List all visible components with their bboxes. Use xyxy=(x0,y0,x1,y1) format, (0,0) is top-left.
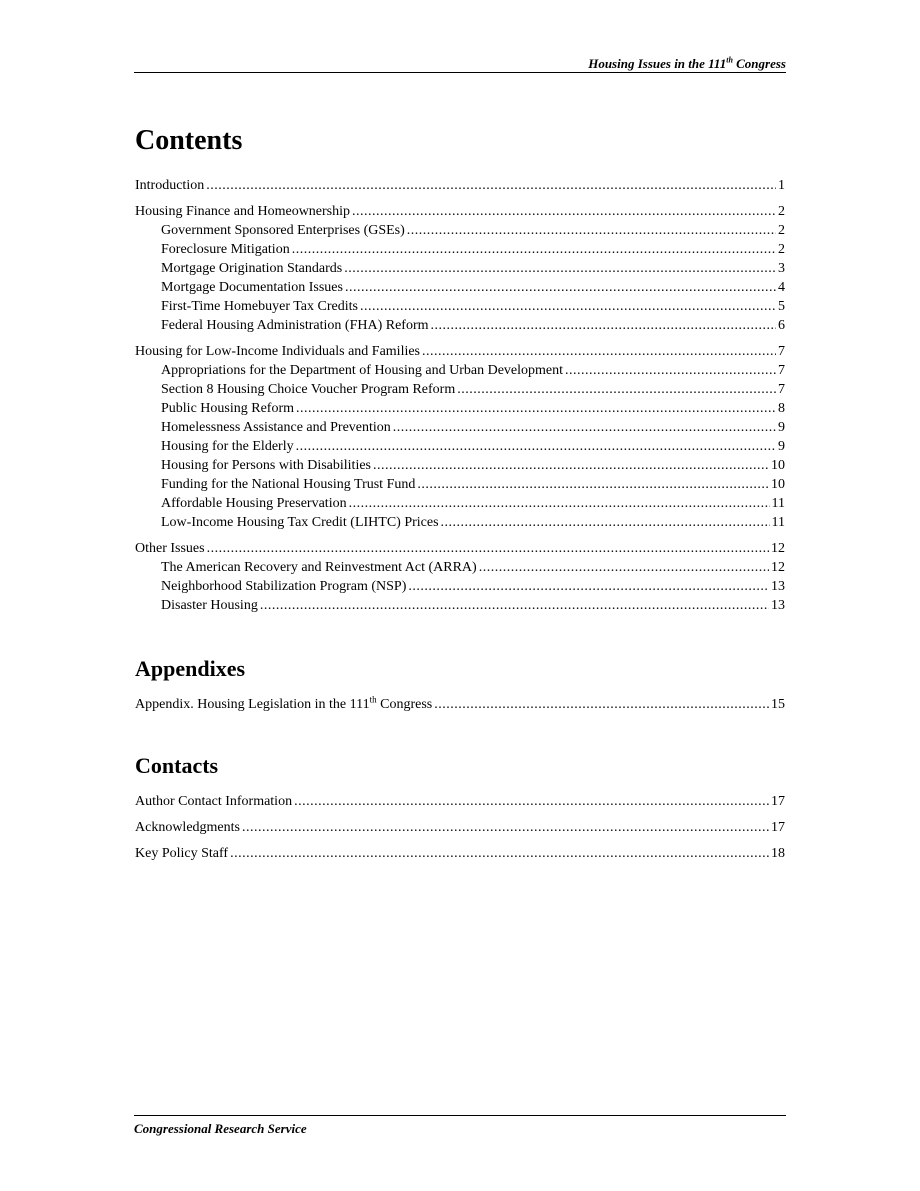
toc-entry-housing-preservation[interactable]: Affordable Housing Preservation ..... 11 xyxy=(135,494,785,513)
footer-text: Congressional Research Service xyxy=(134,1121,307,1136)
contents-heading: Contents xyxy=(135,125,243,156)
toc-entry-foreclosure-mitigation[interactable]: Foreclosure Mitigation ..... 2 xyxy=(135,240,785,259)
running-footer xyxy=(134,1115,786,1137)
toc-entry-introduction[interactable]: Introduction ..... 1 xyxy=(135,176,785,195)
toc-entry-low-income-housing[interactable]: Housing for Low-Income Individuals and Families ..... 7 xyxy=(135,342,785,361)
contacts-heading: Contacts xyxy=(135,753,219,778)
running-header-title: Housing Issues in the 111th Congress xyxy=(588,55,786,71)
toc-entry-housing-finance[interactable]: Housing Finance and Homeownership ..... 2 xyxy=(135,202,785,221)
toc-entry-homebuyer-tax-credits[interactable]: First-Time Homebuyer Tax Credits ..... 5 xyxy=(135,297,785,316)
table-of-contents xyxy=(135,118,785,863)
toc-entry-mortgage-documentation[interactable]: Mortgage Documentation Issues ..... 4 xyxy=(135,278,785,297)
toc-entry-section8-reform[interactable]: Section 8 Housing Choice Voucher Program Reform ..... 7 xyxy=(135,380,785,399)
toc-entry-mortgage-origination[interactable]: Mortgage Origination Standards ..... 3 xyxy=(135,259,785,278)
toc-entry-public-housing-reform[interactable]: Public Housing Reform ..... 8 xyxy=(135,399,785,418)
toc-entry-arra[interactable]: The American Recovery and Reinvestment Act (ARRA) ..... 12 xyxy=(135,558,785,577)
appendixes-heading: Appendixes xyxy=(135,656,246,681)
toc-entry-fha-reform[interactable]: Federal Housing Administration (FHA) Reform ..... 6 xyxy=(135,316,785,335)
toc-entry-gses[interactable]: Government Sponsored Enterprises (GSEs) ..... 2 xyxy=(135,221,785,240)
toc-entry-key-policy-staff[interactable]: Key Policy Staff ..... 18 xyxy=(135,844,785,863)
toc-entry-hud-appropriations[interactable]: Appropriations for the Department of Housing and Urban Development ..... 7 xyxy=(135,361,785,380)
toc-entry-housing-trust-fund[interactable]: Funding for the National Housing Trust Fund ..... 10 xyxy=(135,475,785,494)
toc-entry-acknowledgments[interactable]: Acknowledgments ..... 17 xyxy=(135,818,785,837)
toc-entry-lihtc-prices[interactable]: Low-Income Housing Tax Credit (LIHTC) Prices ..... 11 xyxy=(135,513,785,532)
toc-entry-disabilities-housing[interactable]: Housing for Persons with Disabilities ..... 10 xyxy=(135,456,785,475)
toc-entry-elderly-housing[interactable]: Housing for the Elderly ..... 9 xyxy=(135,437,785,456)
toc-entry-nsp[interactable]: Neighborhood Stabilization Program (NSP) ..... 13 xyxy=(135,577,785,596)
toc-entry-appendix-legislation[interactable]: Appendix. Housing Legislation in the 111th Congress ..... 15 xyxy=(135,695,785,714)
toc-entry-author-contact[interactable]: Author Contact Information ..... 17 xyxy=(135,792,785,811)
toc-entry-disaster-housing[interactable]: Disaster Housing ..... 13 xyxy=(135,596,785,615)
toc-entry-other-issues[interactable]: Other Issues ..... 12 xyxy=(135,539,785,558)
running-header xyxy=(134,54,786,73)
toc-entry-homelessness[interactable]: Homelessness Assistance and Prevention ..... 9 xyxy=(135,418,785,437)
